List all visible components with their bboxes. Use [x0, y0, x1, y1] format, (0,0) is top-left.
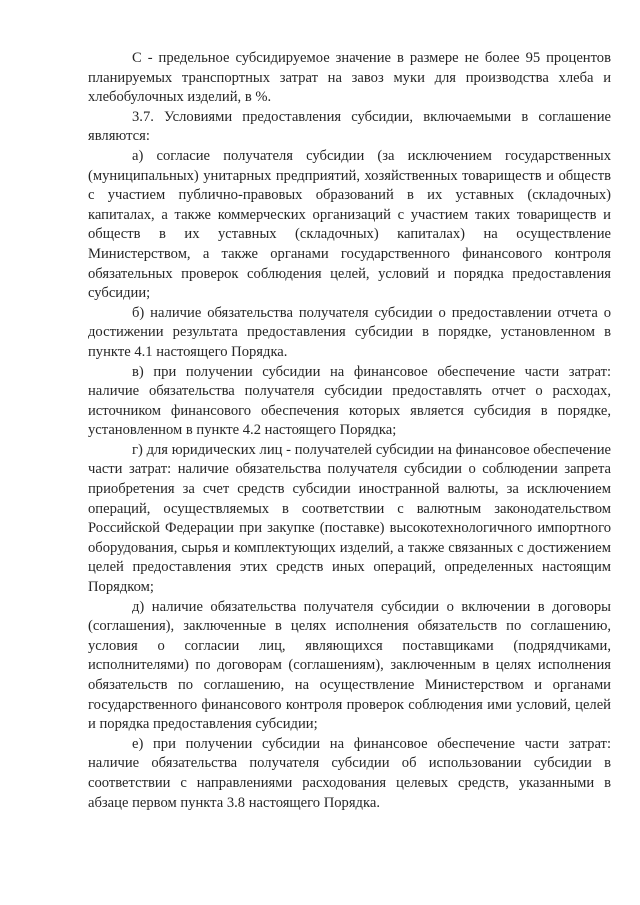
paragraph-3-7: 3.7. Условиями предоставления субсидии, включаемыми в соглашение являются:: [88, 108, 611, 145]
paragraph-item-g: г) для юридических лиц - получателей субсидии на финансовое обеспечение части затрат: наличие обязательства получателя субсидии о соблюдении запрета приобретения за счет средств субсидии иностранной валюты, за исключением операций, осуществляемых в соответствии с валютным законодательством Российской Федерации при закупке (поставке) высокотехнологичного импортного оборудования, сырья и комплектующих изделий, а также связанных с достижением целей предоставления этих средств иных операций, определенных настоящим Порядком;: [88, 441, 611, 596]
paragraph-formula-c: С - предельное субсидируемое значение в размере не более 95 процентов планируемых транспортных затрат на завоз муки для производства хлеба и хлебобулочных изделий, в %.: [88, 50, 611, 106]
document-page: [88, 49, 611, 813]
paragraph-item-d: д) наличие обязательства получателя субсидии о включении в договоры (соглашения), заключенные в целях исполнения обязательств по соглашению, условия о согласии лиц, являющихся поставщиками (подрядчиками, исполнителями) по договорам (соглашениям), заключенным в целях исполнения обязательств по соглашению, на осуществление Министерством и органами государственного финансового контроля проверок соблюдения ими условий, целей и порядка предоставления субсидии;: [88, 598, 611, 733]
paragraph-item-v: в) при получении субсидии на финансовое обеспечение части затрат: наличие обязательства получателя субсидии предоставлять отчет о расходах, источником финансового обеспечения которых является субсидия в порядке, установленном в пункте 4.2 настоящего Порядка;: [88, 363, 611, 439]
paragraph-item-b: б) наличие обязательства получателя субсидии о предоставлении отчета о достижении результата предоставления субсидии в порядке, установленном в пункте 4.1 настоящего Порядка.: [88, 304, 611, 360]
paragraph-item-e: е) при получении субсидии на финансовое обеспечение части затрат: наличие обязательства получателя субсидии об использовании субсидии в соответствии с направлениями расходования целевых средств, указанными в абзаце первом пункта 3.8 настоящего Порядка.: [88, 735, 611, 811]
paragraph-item-a: а) согласие получателя субсидии (за исключением государственных (муниципальных) унитарных предприятий, хозяйственных товариществ и обществ с участием публично-правовых образований в их уставных (складочных) капиталах, а также коммерческих организаций с участием таких товариществ и обществ в их уставных (складочных) капиталах) на осуществление Министерством, а также органами государственного финансового контроля обязательных проверок соблюдения целей, условий и порядка предоставления субсидии;: [88, 147, 611, 302]
